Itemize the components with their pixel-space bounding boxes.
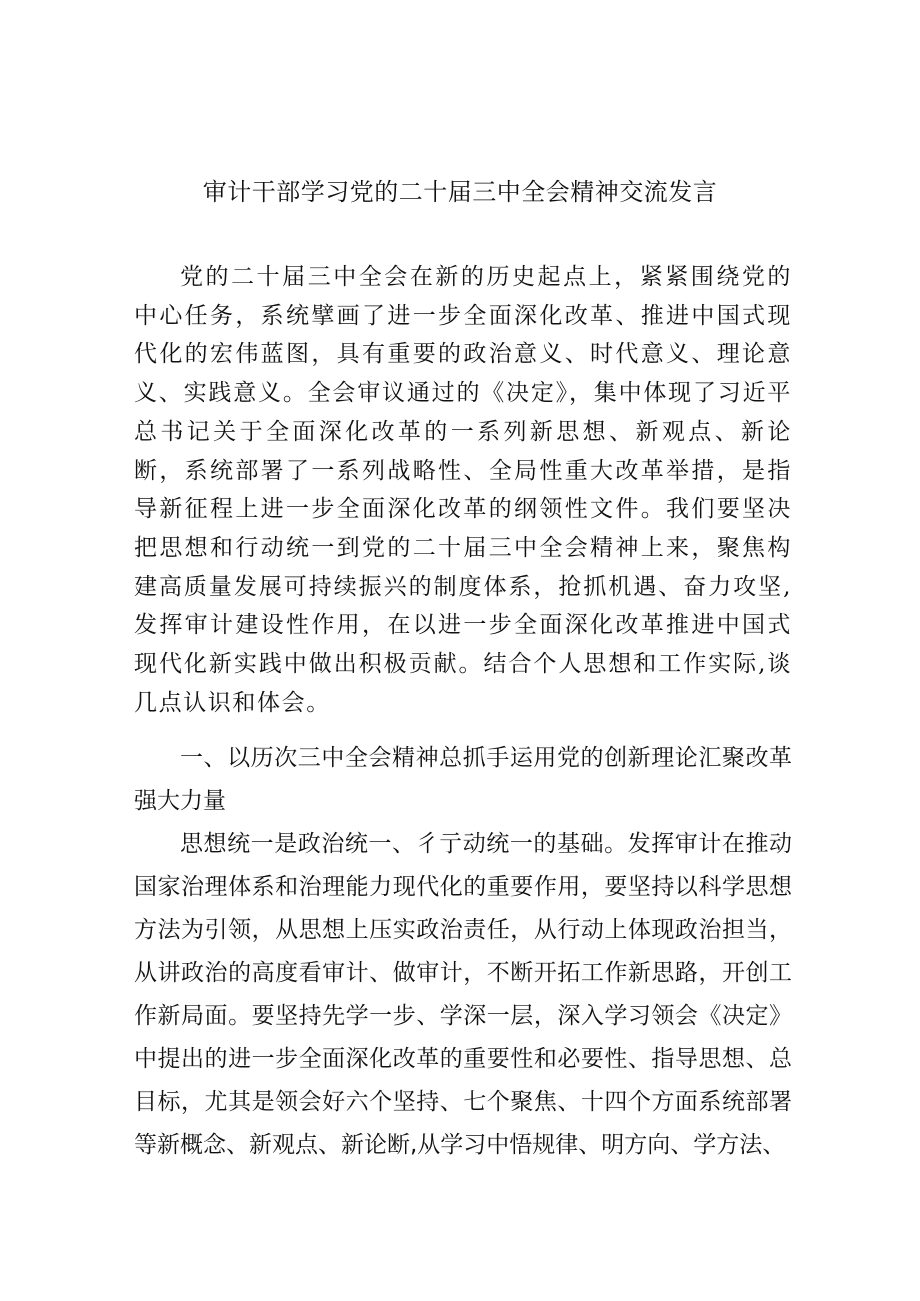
paragraph-section-1: 思想统一是政治统一、彳亍动统一的基础。发挥审计在推动国家治理体系和治理能力现代化的重要作用，要坚持以科学思想方法为引领，从思想上压实政治责任，从行动上体现政治担当，从讲政治的高度看审计、做审计，不断开拓工作新思路，开创工作新局面。要坚持先学一步、学深一层，深入学习领会《决定》中提出的进一步全面深化改革的重要性和必要性、指导思想、总目标，尤其是领会好六个坚持、七个聚焦、十四个方面系统部署等新概念、新观点、新论断,从学习中悟规律、明方向、学方法、 — [134, 831, 792, 1158]
paragraph-intro: 党的二十届三中全会在新的历史起点上，紧紧围绕党的中心任务，系统擘画了进一步全面深化改革、推进中国式现代化的宏伟蓝图，具有重要的政治意义、时代意义、理论意义、实践意义。全会审议通过的《决定》，集中体现了习近平总书记关于全面深化改革的一系列新思想、新观点、新论断，系统部署了一系列战略性、全局性重大改革举措，是指导新征程上进一步全面深化改革的纲领性文件。我们要坚决把思想和行动统一到党的二十届三中全会精神上来，聚焦构建高质量发展可持续振兴的制度体系，抢抓机遇、奋力攻坚,发挥审计建设性作用，在以进一步全面深化改革推进中国式现代化新实践中做出积极贡献。结合个人思想和工作实际,谈几点认识和体会。 — [134, 264, 792, 716]
section-heading: 一、以历次三中全会精神总抓手运用党的创新理论汇聚改革强大力量 — [134, 745, 792, 814]
document-title: 审计干部学习党的二十届三中全会精神交流发言 — [202, 178, 718, 206]
